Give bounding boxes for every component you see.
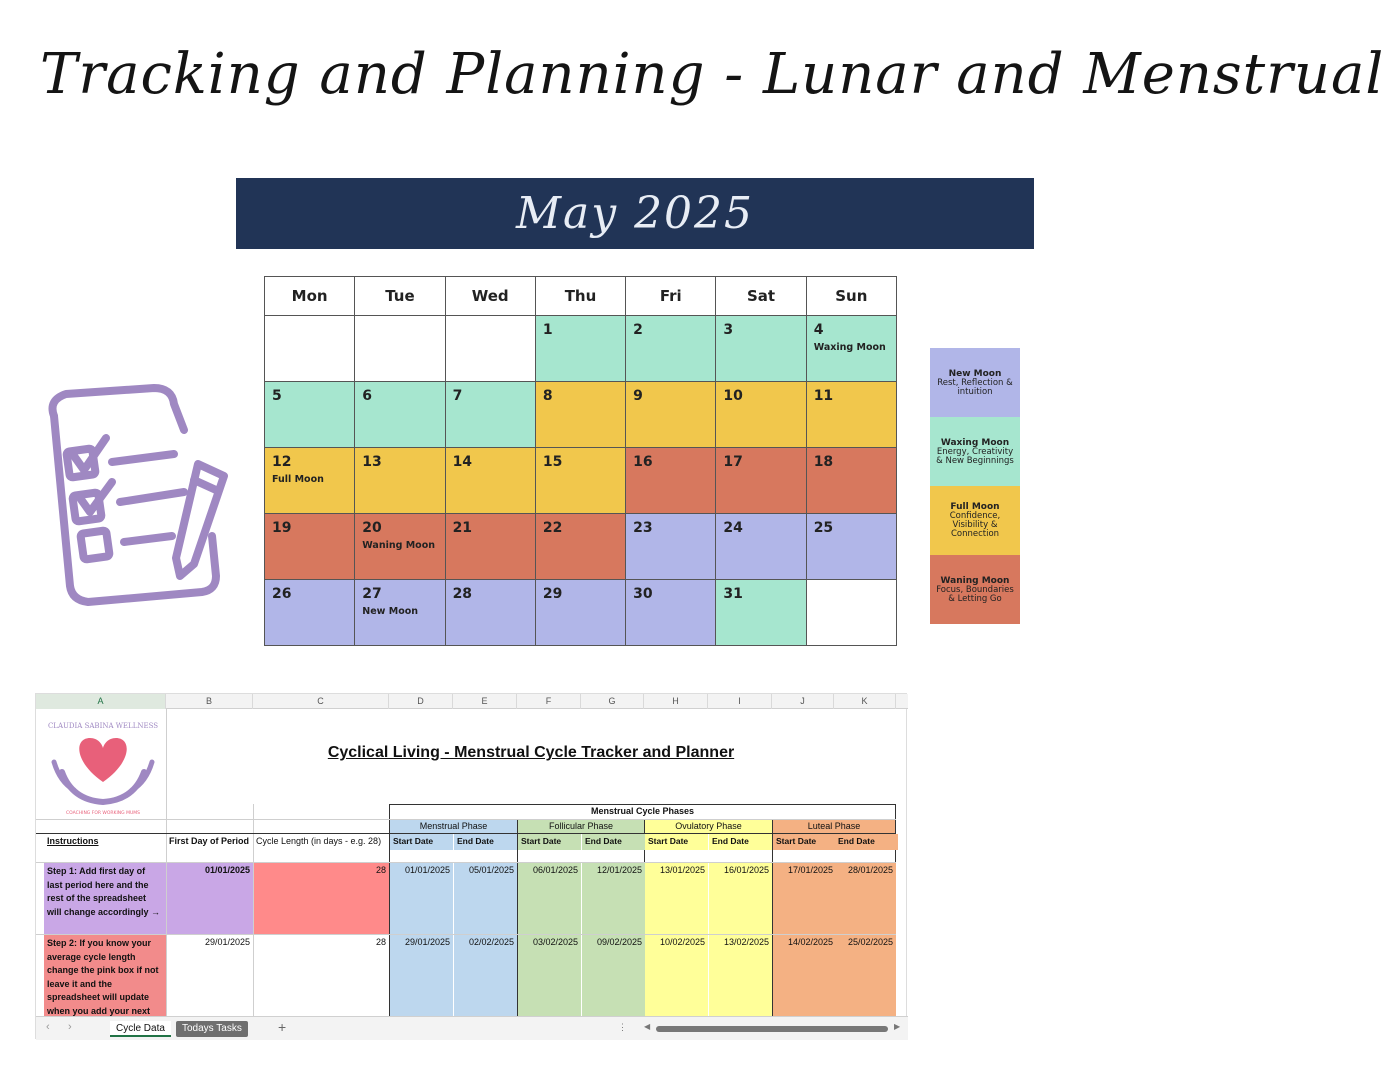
calendar-grid: [264, 276, 897, 646]
instruction-cell[interactable]: Step 2: If you know your average cycle length change the pink box if not leave it and the spreadsheet will update when you add your next: [44, 935, 166, 1016]
column-header-g[interactable]: G: [581, 694, 644, 709]
phase-end-date-cell[interactable]: 16/01/2025: [709, 863, 772, 934]
phase-start-date-cell[interactable]: 10/02/2025: [645, 935, 708, 1016]
phase-start-date-cell[interactable]: 06/01/2025: [518, 863, 581, 934]
calendar-day-6[interactable]: [355, 382, 445, 448]
tab-todays-tasks[interactable]: Todays Tasks: [176, 1021, 248, 1037]
calendar-day-27[interactable]: [355, 580, 445, 646]
day-number: 29: [542, 586, 563, 602]
day-number: 20: [362, 520, 382, 536]
day-number: 23: [633, 520, 653, 536]
calendar-day-empty[interactable]: [806, 580, 896, 646]
calendar-day-26[interactable]: [265, 580, 355, 646]
column-header-f[interactable]: F: [517, 694, 581, 709]
day-number: 25: [813, 520, 834, 536]
calendar-day-17[interactable]: [716, 448, 806, 514]
column-header-c[interactable]: C: [253, 694, 389, 709]
phase-name-cell[interactable]: Menstrual Phase: [390, 820, 517, 833]
phase-end-date-cell[interactable]: 12/01/2025: [582, 863, 645, 934]
moon-phase-note: New Moon: [362, 606, 419, 617]
weekday-header-sun: Sun: [806, 277, 896, 316]
column-header-row: [36, 694, 908, 709]
day-number: 13: [362, 454, 382, 470]
weekday-header-mon: Mon: [265, 277, 355, 316]
calendar-day-12[interactable]: [265, 448, 355, 514]
day-number: 19: [272, 520, 292, 536]
day-number: 5: [272, 388, 282, 404]
calendar-day-1[interactable]: [535, 316, 625, 382]
moon-phase-note: Waning Moon: [362, 540, 435, 551]
moon-phase-note: Waxing Moon: [813, 342, 886, 353]
month-banner: [236, 178, 1034, 249]
calendar-day-18[interactable]: [806, 448, 896, 514]
calendar-week-row: [265, 514, 897, 580]
calendar-day-23[interactable]: [626, 514, 716, 580]
phase-end-date-cell[interactable]: 02/02/2025: [454, 935, 517, 1016]
calendar-day-15[interactable]: [535, 448, 625, 514]
moon-phase-legend: [930, 348, 1020, 624]
scrollbar-thumb[interactable]: [656, 1026, 888, 1032]
day-number: 28: [452, 586, 473, 602]
day-number: 14: [452, 454, 473, 470]
day-number: 17: [723, 454, 743, 470]
column-header-d[interactable]: D: [389, 694, 453, 709]
column-header-e[interactable]: E: [453, 694, 517, 709]
calendar-day-22[interactable]: [535, 514, 625, 580]
calendar-day-29[interactable]: [535, 580, 625, 646]
phase-name-cell[interactable]: Luteal Phase: [773, 820, 895, 833]
phase-start-date-cell[interactable]: 14/02/2025: [773, 935, 836, 1016]
calendar-day-4[interactable]: [806, 316, 896, 382]
start-date-header[interactable]: Start Date: [518, 834, 581, 850]
legend-phase-name: Waxing Moon: [940, 437, 1010, 448]
scroll-left-icon[interactable]: ◀: [644, 1022, 651, 1031]
first-day-of-period-cell[interactable]: 01/01/2025: [167, 863, 253, 934]
calendar-day-31[interactable]: [716, 580, 806, 646]
legend-item: [930, 417, 1020, 486]
phase-name-cell[interactable]: Ovulatory Phase: [645, 820, 772, 833]
phase-end-date-cell[interactable]: 09/02/2025: [582, 935, 645, 1016]
column-header-a[interactable]: A: [36, 694, 166, 709]
legend-phase-name: New Moon: [948, 368, 1002, 379]
day-number: 15: [542, 454, 563, 470]
logo-subtext: COACHING FOR WORKING MUMS: [65, 811, 141, 816]
add-sheet-button[interactable]: +: [278, 1019, 287, 1035]
tab-cycle-data[interactable]: Cycle Data: [110, 1021, 171, 1037]
weekday-header-wed: Wed: [445, 277, 535, 316]
weekday-header-row: [265, 277, 897, 316]
legend-phase-description: Focus, Boundaries & Letting Go: [936, 584, 1014, 604]
sheet-tabs-bar: [36, 1016, 908, 1040]
scroll-right-icon[interactable]: ▶: [894, 1022, 901, 1031]
calendar-day-20[interactable]: [355, 514, 445, 580]
page-title: Tracking and Planning - Lunar and Menstrual: [40, 42, 1384, 107]
calendar-day-9[interactable]: [626, 382, 716, 448]
calendar-day-21[interactable]: [445, 514, 535, 580]
cycle-length-cell[interactable]: 28: [254, 863, 389, 934]
weekday-header-fri: Fri: [626, 277, 716, 316]
calendar-day-7[interactable]: [445, 382, 535, 448]
checklist-with-pencil-icon: [34, 386, 240, 616]
wellness-logo: [44, 712, 162, 818]
column-header-i[interactable]: I: [708, 694, 772, 709]
first-day-header[interactable]: First Day of Period: [169, 836, 250, 846]
logo-text: CLAUDIA SABINA WELLNESS: [47, 722, 159, 730]
calendar-day-empty[interactable]: [355, 316, 445, 382]
calendar-day-3[interactable]: [716, 316, 806, 382]
instruction-cell[interactable]: Step 1: Add first day of last period here and the rest of the spreadsheet will change accordingly →: [44, 863, 166, 934]
phase-start-date-cell[interactable]: 03/02/2025: [518, 935, 581, 1016]
cycle-length-header[interactable]: Cycle Length (in days - e.g. 28): [256, 836, 382, 846]
legend-phase-description: Energy, Creativity & New Beginnings: [936, 446, 1014, 466]
day-number: 2: [633, 322, 643, 338]
calendar-day-30[interactable]: [626, 580, 716, 646]
first-day-of-period-cell[interactable]: 29/01/2025: [167, 935, 253, 1016]
calendar-day-28[interactable]: [445, 580, 535, 646]
phase-start-date-cell[interactable]: 01/01/2025: [390, 863, 453, 934]
calendar-day-5[interactable]: [265, 382, 355, 448]
day-number: 27: [362, 586, 382, 602]
legend-phase-name: Waning Moon: [940, 575, 1010, 586]
day-number: 10: [723, 388, 743, 404]
column-header-k[interactable]: K: [834, 694, 896, 709]
calendar-day-14[interactable]: [445, 448, 535, 514]
day-number: 3: [723, 322, 734, 338]
start-date-header[interactable]: Start Date: [390, 834, 453, 850]
end-date-header[interactable]: End Date: [582, 834, 645, 850]
legend-item: [930, 486, 1020, 555]
day-number: 11: [813, 388, 834, 404]
column-header-b[interactable]: B: [166, 694, 253, 709]
legend-item: [930, 348, 1020, 417]
phase-start-date-cell[interactable]: 13/01/2025: [645, 863, 708, 934]
weekday-header-thu: Thu: [535, 277, 625, 316]
phase-end-date-cell[interactable]: 28/01/2025: [835, 863, 896, 934]
scroll-options-icon[interactable]: ⋮: [618, 1022, 627, 1032]
instructions-header[interactable]: Instructions: [47, 836, 99, 846]
calendar-day-8[interactable]: [535, 382, 625, 448]
calendar-day-13[interactable]: [355, 448, 445, 514]
day-number: 1: [542, 322, 553, 338]
phase-start-date-cell[interactable]: 17/01/2025: [773, 863, 836, 934]
calendar-day-16[interactable]: [626, 448, 716, 514]
calendar-week-row: [265, 580, 897, 646]
next-sheet-arrow-icon[interactable]: ›: [68, 1021, 72, 1033]
end-date-header[interactable]: End Date: [454, 834, 517, 850]
calendar-week-row: [265, 316, 897, 382]
day-number: 8: [542, 388, 553, 404]
day-number: 26: [272, 586, 292, 602]
moon-phase-note: Full Moon: [272, 474, 324, 485]
phase-start-date-cell[interactable]: 29/01/2025: [390, 935, 453, 1016]
calendar-day-11[interactable]: [806, 382, 896, 448]
day-number: 16: [633, 454, 653, 470]
start-date-header[interactable]: Start Date: [773, 834, 836, 850]
day-number: 12: [272, 454, 292, 470]
weekday-header-tue: Tue: [355, 277, 445, 316]
calendar-day-10[interactable]: [716, 382, 806, 448]
day-number: 18: [813, 454, 834, 470]
horizontal-scrollbar[interactable]: [618, 1022, 904, 1033]
legend-item: [930, 555, 1020, 624]
calendar-week-row: [265, 382, 897, 448]
phases-header: Menstrual Cycle Phases: [590, 806, 695, 816]
sheet-title: Cyclical Living - Menstrual Cycle Tracker and Planner: [327, 744, 735, 761]
day-number: 22: [542, 520, 563, 536]
weekday-header-sat: Sat: [716, 277, 806, 316]
month-label: May 2025: [515, 188, 755, 239]
end-date-header[interactable]: End Date: [835, 834, 898, 850]
day-number: 24: [723, 520, 743, 536]
day-number: 30: [633, 586, 653, 602]
calendar-day-2[interactable]: [626, 316, 716, 382]
calendar-day-empty[interactable]: [445, 316, 535, 382]
cycle-length-cell[interactable]: 28: [254, 935, 389, 1016]
legend-phase-name: Full Moon: [950, 502, 1000, 512]
column-header-j[interactable]: J: [772, 694, 834, 709]
day-number: 31: [723, 586, 743, 602]
day-number: 6: [362, 388, 373, 404]
legend-phase-description: Rest, Reflection & intuition: [937, 377, 1013, 397]
phase-end-date-cell[interactable]: 13/02/2025: [709, 935, 772, 1016]
calendar-day-24[interactable]: [716, 514, 806, 580]
column-header-h[interactable]: H: [644, 694, 708, 709]
spreadsheet-screenshot: [35, 693, 907, 1039]
calendar-day-empty[interactable]: [265, 316, 355, 382]
prev-sheet-arrow-icon[interactable]: ‹: [46, 1021, 50, 1033]
day-number: 21: [452, 520, 473, 536]
end-date-header[interactable]: End Date: [709, 834, 772, 850]
phase-end-date-cell[interactable]: 25/02/2025: [835, 935, 896, 1016]
day-number: 9: [633, 388, 643, 404]
calendar-day-25[interactable]: [806, 514, 896, 580]
phase-name-cell[interactable]: Follicular Phase: [518, 820, 644, 833]
phase-end-date-cell[interactable]: 05/01/2025: [454, 863, 517, 934]
legend-phase-description: Confidence, Visibility & Connection: [949, 511, 1001, 539]
day-number: 4: [813, 322, 824, 338]
calendar-day-19[interactable]: [265, 514, 355, 580]
day-number: 7: [452, 388, 463, 404]
calendar-week-row: [265, 448, 897, 514]
start-date-header[interactable]: Start Date: [645, 834, 708, 850]
